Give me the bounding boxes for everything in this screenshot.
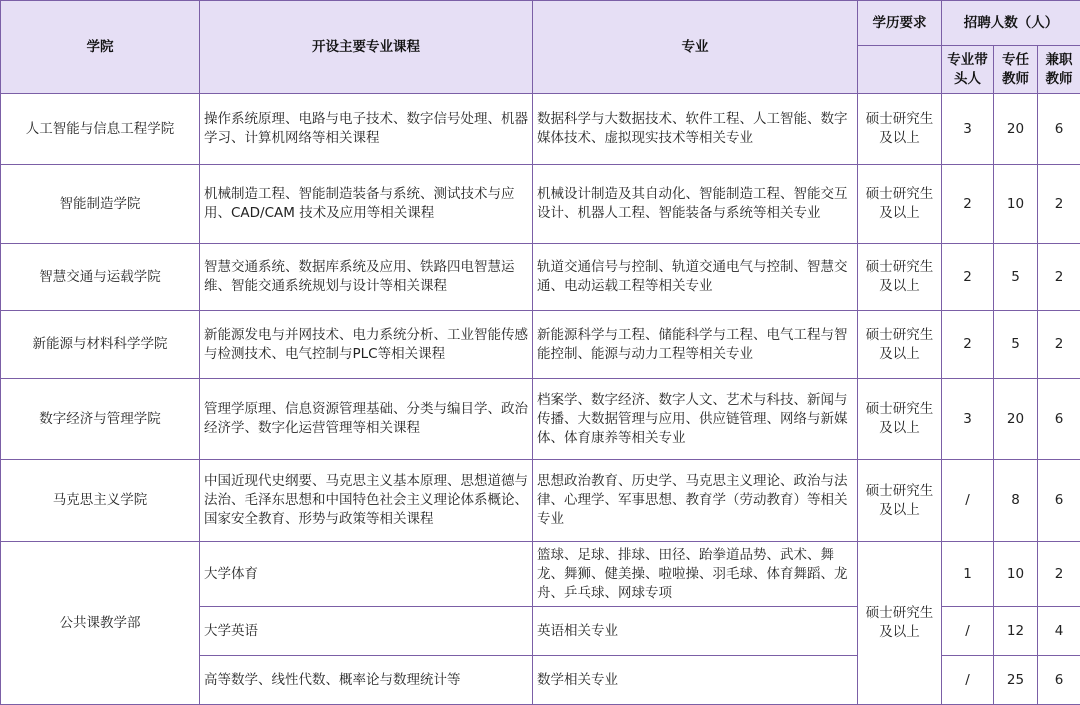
header-recruit-count: 招聘人数（人） bbox=[942, 1, 1080, 46]
header-edu-requirement: 学历要求 bbox=[858, 1, 942, 46]
major-list: 档案学、数字经济、数字人文、艺术与科技、新闻与传播、大数据管理与应用、供应链管理、网络与新媒体、体育康养等相关专业 bbox=[533, 379, 858, 460]
header-parttime: 兼职教师 bbox=[1038, 46, 1080, 94]
leader-count: 2 bbox=[942, 311, 994, 379]
edu-requirement: 硕士研究生及以上 bbox=[858, 94, 942, 165]
course-list: 大学体育 bbox=[200, 542, 533, 607]
fulltime-count: 5 bbox=[994, 244, 1038, 311]
major-list: 数学相关专业 bbox=[533, 656, 858, 705]
major-list: 篮球、足球、排球、田径、跆拳道品势、武术、舞龙、舞狮、健美操、啦啦操、羽毛球、体育舞蹈、龙舟、乒乓球、网球专项 bbox=[533, 542, 858, 607]
leader-count: 3 bbox=[942, 94, 994, 165]
table-row bbox=[1, 311, 1080, 379]
parttime-count: 6 bbox=[1038, 656, 1080, 705]
leader-count: / bbox=[942, 656, 994, 705]
leader-count: 1 bbox=[942, 542, 994, 607]
parttime-count: 4 bbox=[1038, 607, 1080, 656]
leader-count: 2 bbox=[942, 244, 994, 311]
fulltime-count: 20 bbox=[994, 94, 1038, 165]
table-row bbox=[1, 542, 1080, 607]
college-name: 数字经济与管理学院 bbox=[1, 379, 200, 460]
header-courses: 开设主要专业课程 bbox=[200, 1, 533, 94]
fulltime-count: 20 bbox=[994, 379, 1038, 460]
fulltime-count: 5 bbox=[994, 311, 1038, 379]
college-name: 人工智能与信息工程学院 bbox=[1, 94, 200, 165]
leader-count: 2 bbox=[942, 165, 994, 244]
course-list: 操作系统原理、电路与电子技术、数字信号处理、机器学习、计算机网络等相关课程 bbox=[200, 94, 533, 165]
course-list: 管理学原理、信息资源管理基础、分类与编目学、政治经济学、数字化运营管理等相关课程 bbox=[200, 379, 533, 460]
edu-requirement: 硕士研究生及以上 bbox=[858, 542, 942, 705]
table-row bbox=[1, 165, 1080, 244]
parttime-count: 2 bbox=[1038, 542, 1080, 607]
parttime-count: 6 bbox=[1038, 460, 1080, 542]
major-list: 新能源科学与工程、储能科学与工程、电气工程与智能控制、能源与动力工程等相关专业 bbox=[533, 311, 858, 379]
fulltime-count: 8 bbox=[994, 460, 1038, 542]
table-row bbox=[1, 244, 1080, 311]
major-list: 轨道交通信号与控制、轨道交通电气与控制、智慧交通、电动运载工程等相关专业 bbox=[533, 244, 858, 311]
edu-requirement: 硕士研究生及以上 bbox=[858, 311, 942, 379]
table-row bbox=[1, 94, 1080, 165]
college-name: 马克思主义学院 bbox=[1, 460, 200, 542]
college-name: 新能源与材料科学学院 bbox=[1, 311, 200, 379]
course-list: 大学英语 bbox=[200, 607, 533, 656]
major-list: 数据科学与大数据技术、软件工程、人工智能、数字媒体技术、虚拟现实技术等相关专业 bbox=[533, 94, 858, 165]
course-list: 高等数学、线性代数、概率论与数理统计等 bbox=[200, 656, 533, 705]
parttime-count: 2 bbox=[1038, 244, 1080, 311]
edu-requirement: 硕士研究生及以上 bbox=[858, 460, 942, 542]
fulltime-count: 10 bbox=[994, 165, 1038, 244]
edu-requirement: 硕士研究生及以上 bbox=[858, 165, 942, 244]
course-list: 机械制造工程、智能制造装备与系统、测试技术与应用、CAD/CAM 技术及应用等相关课程 bbox=[200, 165, 533, 244]
college-name: 公共课教学部 bbox=[1, 542, 200, 705]
header-fulltime: 专任教师 bbox=[994, 46, 1038, 94]
header-majors: 专业 bbox=[533, 1, 858, 94]
table-row bbox=[1, 379, 1080, 460]
course-list: 智慧交通系统、数据库系统及应用、铁路四电智慧运维、智能交通系统规划与设计等相关课程 bbox=[200, 244, 533, 311]
major-list: 英语相关专业 bbox=[533, 607, 858, 656]
edu-requirement: 硕士研究生及以上 bbox=[858, 379, 942, 460]
edu-requirement: 硕士研究生及以上 bbox=[858, 244, 942, 311]
college-name: 智能制造学院 bbox=[1, 165, 200, 244]
college-name: 智慧交通与运载学院 bbox=[1, 244, 200, 311]
major-list: 思想政治教育、历史学、马克思主义理论、政治与法律、心理学、军事思想、教育学（劳动教育）等相关专业 bbox=[533, 460, 858, 542]
table-row bbox=[1, 460, 1080, 542]
course-list: 中国近现代史纲要、马克思主义基本原理、思想道德与法治、毛泽东思想和中国特色社会主义理论体系概论、国家安全教育、形势与政策等相关课程 bbox=[200, 460, 533, 542]
fulltime-count: 12 bbox=[994, 607, 1038, 656]
fulltime-count: 10 bbox=[994, 542, 1038, 607]
major-list: 机械设计制造及其自动化、智能制造工程、智能交互设计、机器人工程、智能装备与系统等相关专业 bbox=[533, 165, 858, 244]
header-edu-blank bbox=[858, 46, 942, 94]
header-college: 学院 bbox=[1, 1, 200, 94]
header-leader: 专业带头人 bbox=[942, 46, 994, 94]
parttime-count: 2 bbox=[1038, 311, 1080, 379]
fulltime-count: 25 bbox=[994, 656, 1038, 705]
leader-count: 3 bbox=[942, 379, 994, 460]
leader-count: / bbox=[942, 460, 994, 542]
parttime-count: 6 bbox=[1038, 379, 1080, 460]
parttime-count: 2 bbox=[1038, 165, 1080, 244]
course-list: 新能源发电与并网技术、电力系统分析、工业智能传感与检测技术、电气控制与PLC等相关课程 bbox=[200, 311, 533, 379]
leader-count: / bbox=[942, 607, 994, 656]
parttime-count: 6 bbox=[1038, 94, 1080, 165]
